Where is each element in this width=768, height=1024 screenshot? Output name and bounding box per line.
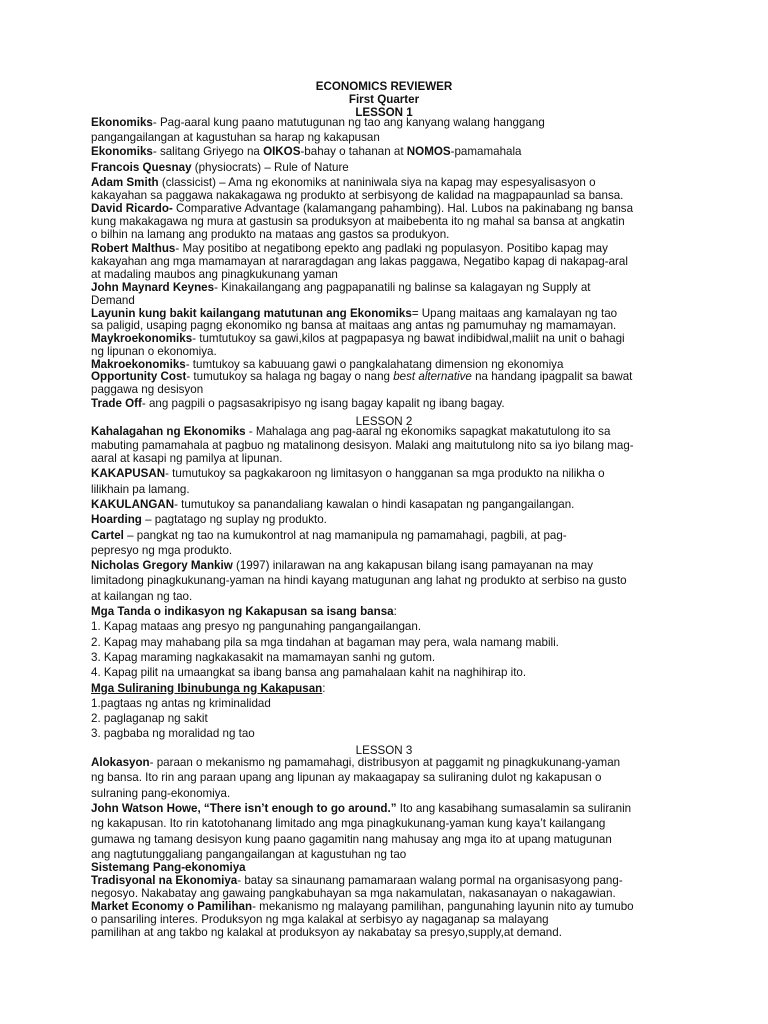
- bold-term: Trade Off: [91, 397, 142, 411]
- text-line: [91, 294, 691, 307]
- line-text: - paraan o mekanismo ng pamamahagi, distribusyon at paggamit ng pinagkukunang-yaman: [149, 756, 621, 769]
- line-text: - mekanismo ng malayang pamilihan, pangunahing layunin nito ay tumubo: [252, 899, 634, 913]
- text-line: [91, 202, 691, 215]
- text-line: [91, 787, 691, 800]
- text-line: [91, 620, 691, 633]
- text-line: [91, 228, 691, 241]
- line-text: 4. Kapag pilit na umaangkat sa ibang bansa ang pamahalaan kahit na naghihirap ito.: [91, 666, 527, 680]
- line-text: pamilihan at ang takbo ng kalakal at produksyon ay nakabatay sa presyo,supply,at demand.: [91, 925, 562, 939]
- line-text: - Pag-aaral kung paano matutugunan ng tao ang kanyang walang hanggang: [152, 116, 545, 129]
- line-text: - May positibo at negatibong epekto ang padlaki ng populasyon. Positibo kapag may: [175, 242, 608, 256]
- text-line: [91, 281, 691, 294]
- text-line: [91, 697, 691, 710]
- line-text: – pangkat ng tao na kumukontrol at nag mamanipula ng pamamahagi, pagbili, at pag-: [123, 528, 567, 542]
- line-text: -pamamahala: [450, 145, 522, 158]
- line-text: lilikhain pa lamang.: [91, 482, 190, 496]
- text-line: [91, 513, 691, 526]
- line-text: ng bansa. Ito rin ang paraan upang ang lipunan ay makaagapay sa suliraning dulot ng kakapusan o: [91, 771, 602, 785]
- text-line: [91, 802, 691, 815]
- text-line: [91, 861, 691, 874]
- line-text: o bilhin na lamang ang produkto na mataas ang gastos sa produkyon.: [91, 228, 450, 242]
- text-line: [91, 161, 691, 174]
- text-line: [91, 756, 691, 769]
- line-text: sa paligid, usaping pagng ekonomiko ng bansa at maitaas ang antas ng pamumuhay ng mamamayan.: [91, 319, 617, 333]
- line-text: (1997) inilarawan na ang kakapusan bilang isang pamayanan na may: [232, 559, 594, 573]
- text-line: [91, 913, 691, 926]
- text-line: [91, 498, 691, 511]
- line-text: - batay sa sinaunang pamamaraan walang pormal na organisasyong pang-: [237, 874, 623, 888]
- text-line: [91, 605, 691, 618]
- line-text: 2. paglaganap ng sakit: [91, 712, 208, 726]
- text-line: [91, 666, 691, 679]
- text-line: [91, 559, 691, 572]
- document-title: ECONOMICS REVIEWER: [315, 80, 453, 93]
- line-text: mabuting pamamahala at pagbuo ng matalinong desisyon. Malaki ang maitutulong nito sa iyo bilang mag-: [91, 438, 634, 452]
- bold-term: Layunin kung bakit kailangang matutunan ang Ekonomiks: [91, 306, 412, 320]
- text-line: [91, 319, 691, 332]
- text-line: [91, 682, 691, 695]
- lesson-2-heading: LESSON 2: [355, 415, 413, 428]
- line-text: - tumutukoy sa pagkakaroon ng limitasyon o hangganan sa mga produkto na nilikha o: [165, 467, 605, 481]
- line-text: :: [322, 681, 326, 695]
- line-text: kakayahan ang mga mamamayan at nararagdagan ang lakas paggawa, Negatibo kapag di nakapag-aral: [91, 255, 628, 269]
- bold-term: John Watson Howe, “There isn’t enough to go around.”: [91, 801, 397, 815]
- line-text: :: [393, 605, 397, 618]
- text-line: [91, 529, 691, 542]
- bold-term: Francois Quesnay: [91, 160, 192, 174]
- line-text: kakayahan sa paggawa nakakagawa ng produkto at serbisyong de kalidad na magpapaunlad sa bansa.: [91, 188, 624, 202]
- line-text: 2. Kapag may mahabang pila sa mga tindahan at bagaman may pera, wala namang mabili.: [91, 635, 559, 649]
- line-text: -bahay o tahanan at: [300, 145, 407, 158]
- text-line: [91, 874, 691, 887]
- text-line: [91, 131, 691, 144]
- text-line: [91, 712, 691, 725]
- bold-term: Adam Smith: [91, 176, 159, 189]
- line-text: pepresyo ng mga produkto.: [91, 543, 233, 557]
- line-text: pangangailangan at kagustuhan sa harap ng kakapusan: [91, 130, 380, 144]
- line-text: – pagtatago ng suplay ng produkto.: [141, 513, 327, 527]
- line-text: limitadong pinagkukunang-yaman na hindi kayang matugunan ang lahat ng produkto at serbiso na gusto: [91, 574, 627, 588]
- text-line: [91, 727, 691, 740]
- text-line: [91, 255, 691, 268]
- line-text: - tumutukoy sa halaga ng bagay o nang: [186, 370, 394, 384]
- text-line: [91, 345, 691, 358]
- line-text: na handang ipagpalit sa bawat: [471, 370, 633, 384]
- bold-term: Mga Tanda o indikasyon ng Kakapusan sa isang bansa: [91, 605, 394, 618]
- line-text: gumawa ng tamang desisyon kung paano gagamitin nang mahusay ang mga ito at upang matugunan: [91, 832, 612, 846]
- bold-term: John Maynard Keynes: [91, 280, 215, 294]
- line-text: ang nagtutunggaliang pangangailangan at kagustuhan ng tao: [91, 847, 407, 861]
- bold-term: Nicholas Gregory Mankiw: [91, 559, 233, 573]
- text-line: [91, 176, 691, 189]
- bold-term: KAKULANGAN: [91, 497, 175, 511]
- lesson-1-heading: LESSON 1: [355, 106, 413, 119]
- text-line: [91, 268, 691, 281]
- quarter-subtitle: First Quarter: [348, 93, 420, 106]
- text-line: [91, 833, 691, 846]
- line-text: negosyo. Nakabatay ang gawaing pangkabuhayan sa mga nakamulatan, nakasanayan o nakagawian.: [91, 886, 616, 900]
- bold-term: Makroekonomiks: [91, 357, 186, 371]
- bold-term: Ekonomiks: [91, 116, 153, 129]
- text-line: [91, 425, 691, 438]
- text-line: [91, 636, 691, 649]
- line-text: at madaling maubos ang pinagkukunang yaman: [91, 268, 338, 281]
- bold-term: Tradisyonal na Ekonomiya: [91, 874, 238, 888]
- text-line: [91, 452, 691, 465]
- line-text: Ito ang kasabihang sumasalamin sa suliranin: [396, 801, 632, 815]
- line-text: 1.pagtaas ng antas ng kriminalidad: [91, 696, 271, 710]
- lesson-3-heading: LESSON 3: [355, 744, 413, 757]
- line-text: - ang pagpili o pagsasakripisyo ng isang bagay kapalit ng ibang bagay.: [141, 397, 505, 411]
- bold-term: Sistemang Pang-ekonomiya: [91, 861, 246, 875]
- text-line: [91, 215, 691, 228]
- line-text: 3. pagbaba ng moralidad ng tao: [91, 727, 255, 741]
- line-text: - tumutukoy sa panandaliang kawalan o hindi kasapatan ng pangangailangan.: [174, 497, 575, 511]
- text-line: [91, 926, 691, 939]
- line-text: aaral at kasapi ng pamilya at lipunan.: [91, 452, 283, 465]
- line-text: sulraning pang-ekonomiya.: [91, 786, 231, 800]
- text-line: [91, 370, 691, 383]
- line-text: - tumtukoy sa kabuuang gawi o pangkalahatang dimension ng ekonomiya: [185, 357, 564, 371]
- text-line: [91, 483, 691, 496]
- text-line: [91, 439, 691, 452]
- line-text: Comparative Advantage (kalamangang pahambing). Hal. Lubos na pakinabang ng bansa: [172, 202, 634, 216]
- line-text: ng kakapusan. Ito rin katotohanang limitado ang mga pinagkukunang-yaman kung kaya’t kailangang: [91, 817, 606, 831]
- line-text: paggawa ng desisyon: [91, 383, 204, 397]
- bold-term: Ekonomiks: [91, 145, 153, 158]
- line-text: 1. Kapag mataas ang presyo ng pangunahing pangangailangan.: [91, 620, 422, 634]
- text-line: [91, 848, 691, 861]
- text-line: [91, 189, 691, 202]
- text-line: [91, 383, 691, 396]
- line-text: ng lipunan o ekonomiya.: [91, 345, 217, 359]
- line-text: - Mahalaga ang pag-aaral ng ekonomiks sapagkat makatutulong ito sa: [245, 425, 611, 438]
- text-line: [91, 900, 691, 913]
- line-text: 3. Kapag maraming nagkakasakit na mamamayan sanhi ng gutom.: [91, 650, 436, 664]
- line-text: kung makakagawa ng mura at gastusin sa produksyon at maibebenta ito ng mahal sa bansa at angkatin: [91, 215, 625, 229]
- bold-term: Hoarding: [91, 513, 142, 527]
- line-text: - salitang Griyego na: [152, 145, 264, 158]
- italic-term: best alternative: [393, 370, 472, 384]
- line-text: at kailangan ng tao.: [91, 589, 193, 603]
- text-line: [91, 145, 691, 158]
- bold-term: KAKAPUSAN: [91, 467, 166, 481]
- text-line: [91, 651, 691, 664]
- bold-term: NOMOS: [406, 145, 451, 158]
- text-line: [91, 467, 691, 480]
- line-text: - Kinakailangang ang pagpapanatili ng balinse sa kalagayan ng Supply at: [214, 280, 591, 294]
- text-line: [91, 332, 691, 345]
- bold-term: Cartel: [91, 528, 124, 542]
- bold-term: Robert Malthus: [91, 242, 176, 256]
- text-line: [91, 887, 691, 900]
- line-text: = Upang maitaas ang kamalayan ng tao: [411, 306, 618, 320]
- line-text: (classicist) – Ama ng ekonomiks at naniniwala siya na kapag may espesyalisasyon o: [158, 176, 596, 189]
- text-line: [91, 397, 691, 410]
- text-line: [91, 242, 691, 255]
- bold-term: David Ricardo-: [91, 202, 173, 216]
- text-line: [91, 590, 691, 603]
- text-line: [91, 307, 691, 320]
- line-text: (physiocrats) – Rule of Nature: [191, 160, 349, 174]
- text-line: [91, 817, 691, 830]
- line-text: Demand: [91, 293, 135, 307]
- line-text: - tumtutukoy sa gawi,kilos at pagpapasya ng bawat indibidwal,maliit na unit o bahagi: [192, 332, 625, 346]
- bold-term: OIKOS: [263, 145, 301, 158]
- text-line: [91, 771, 691, 784]
- bold-term: Opportunity Cost: [91, 370, 187, 384]
- bold-term: Alokasyon: [91, 756, 150, 769]
- line-text: o pansariling interes. Produksyon ng mga kalakal at serbisyo ay nagaganap sa malayang: [91, 913, 549, 927]
- underlined-term: Mga Suliraning Ibinubunga ng Kakapusan: [91, 681, 323, 695]
- text-line: [91, 544, 691, 557]
- text-line: [91, 574, 691, 587]
- bold-term: Market Economy o Pamilihan: [91, 899, 253, 913]
- text-line: [91, 116, 691, 129]
- bold-term: Maykroekonomiks: [91, 332, 193, 346]
- text-line: [91, 358, 691, 371]
- bold-term: Kahalagahan ng Ekonomiks: [91, 425, 246, 438]
